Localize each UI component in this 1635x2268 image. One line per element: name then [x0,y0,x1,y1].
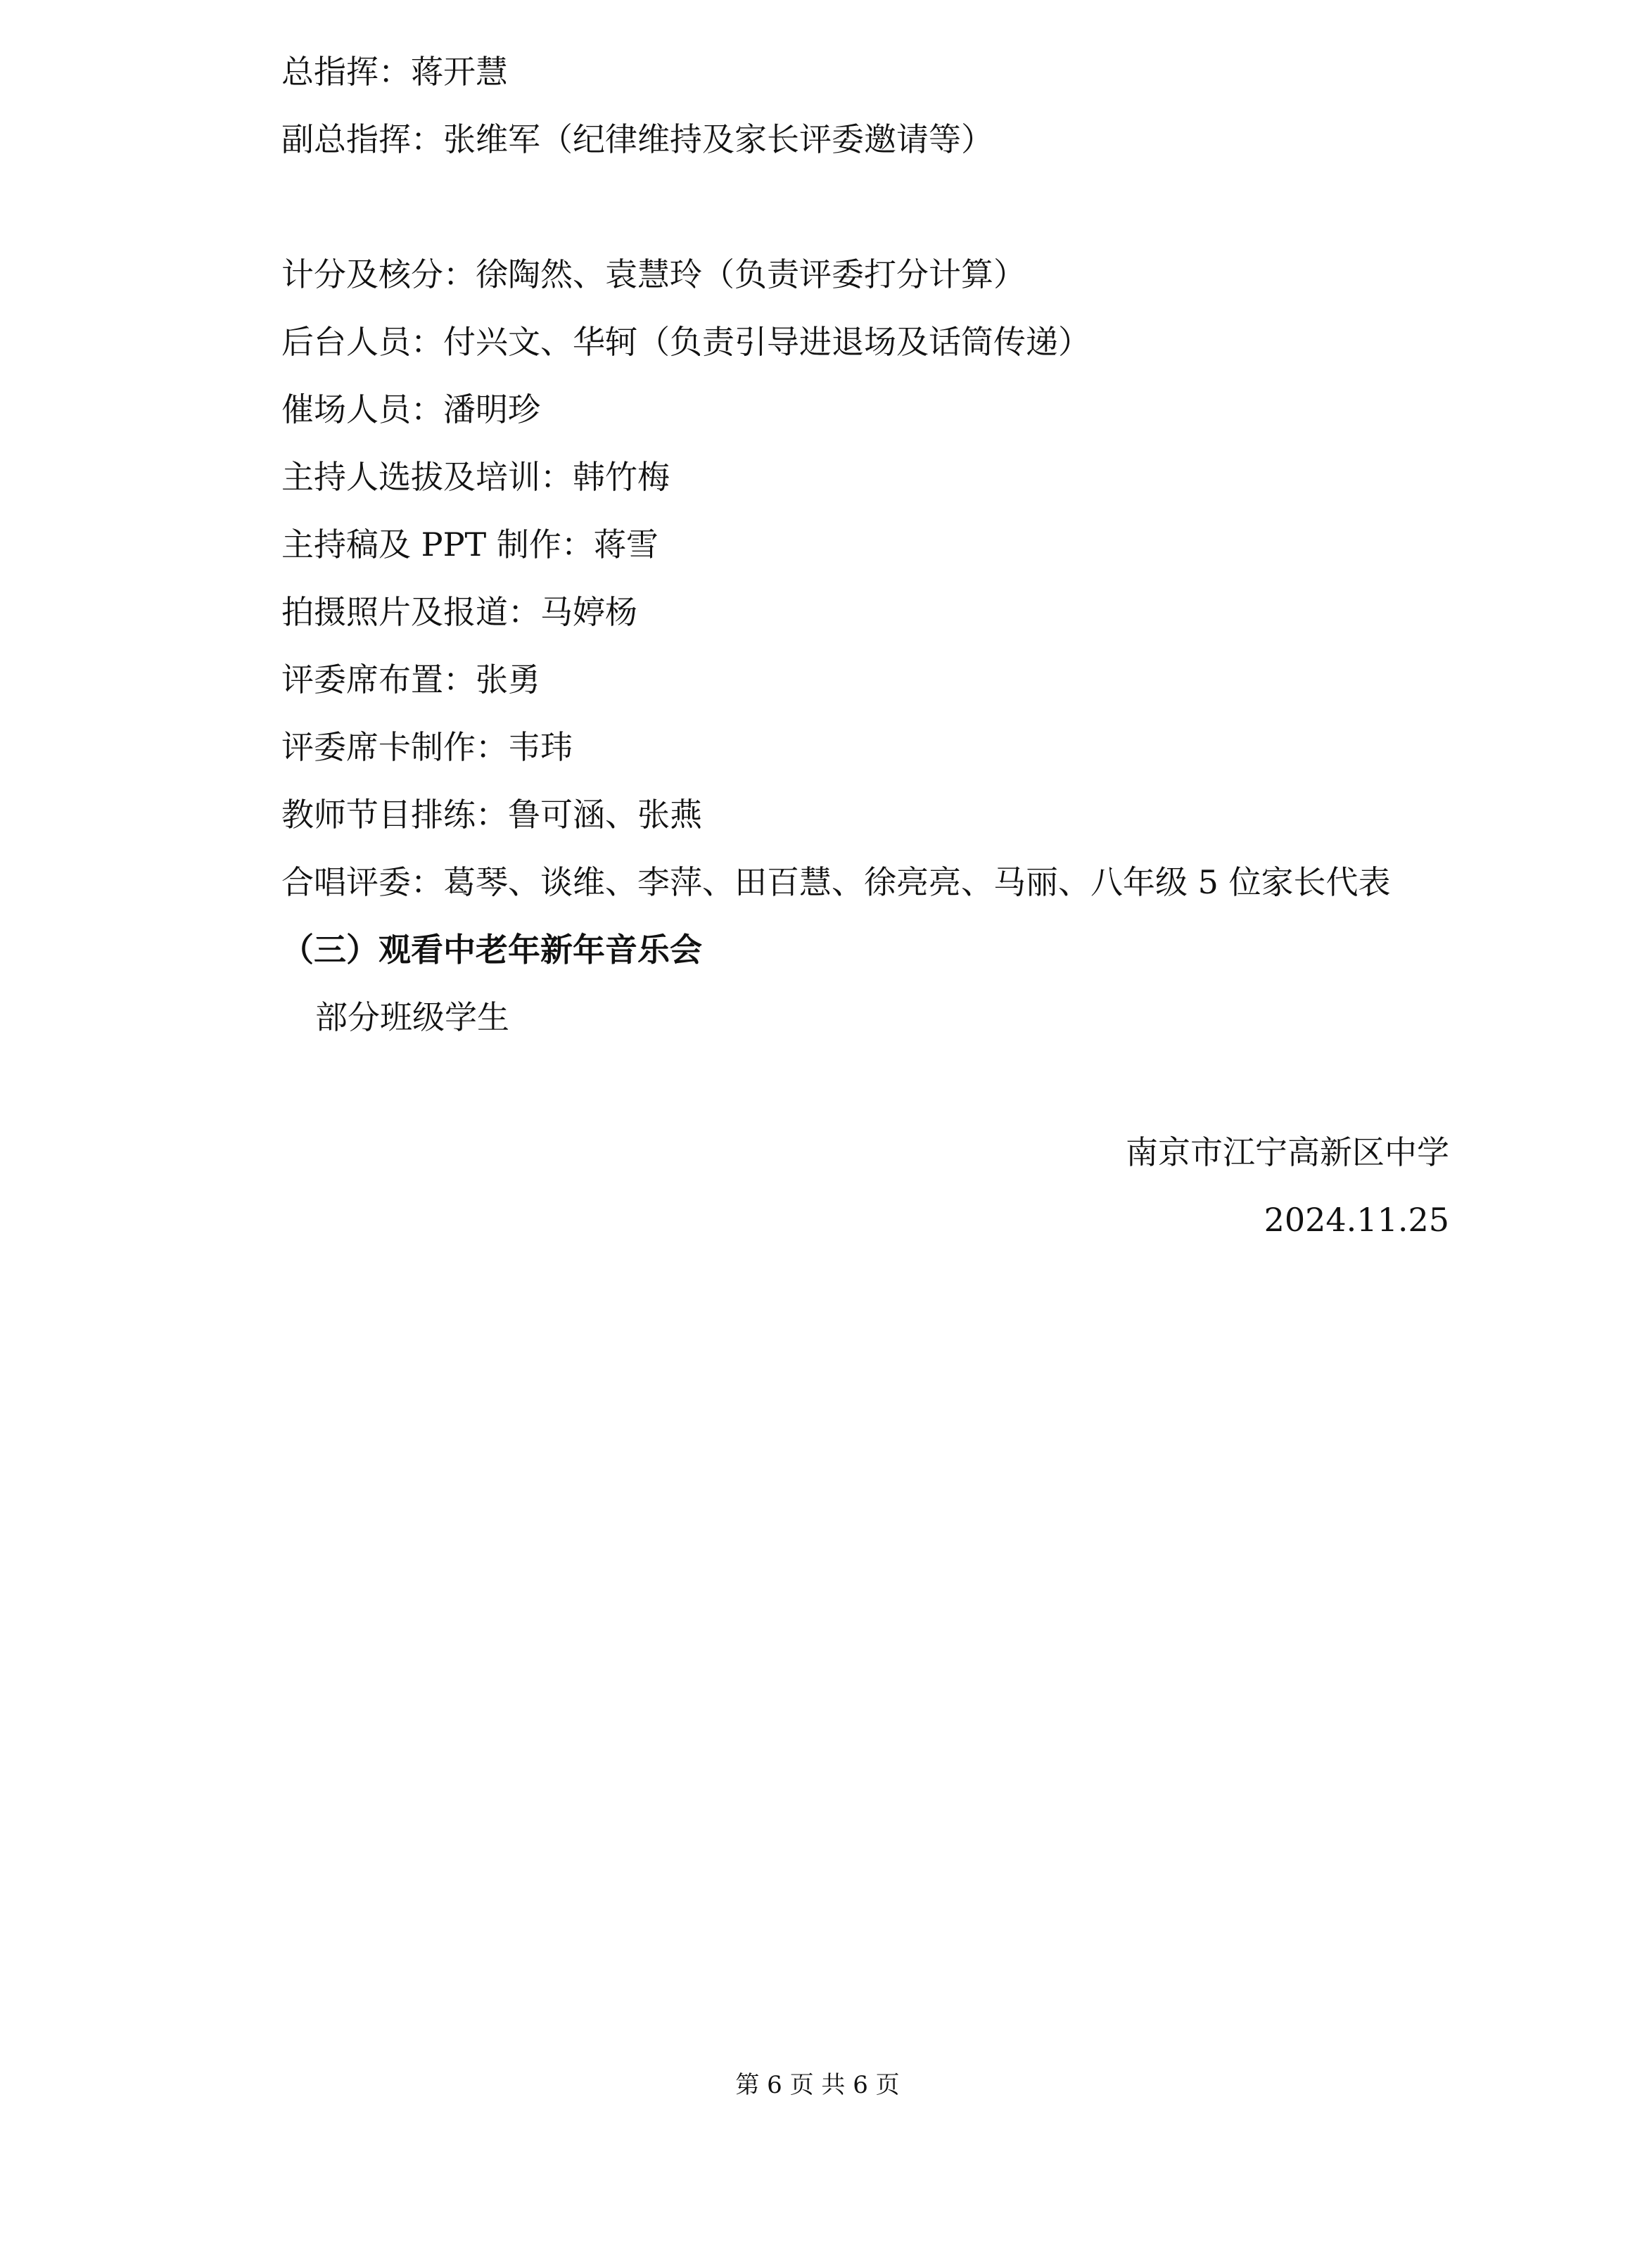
choir-judges-line: 合唱评委：葛琴、谈维、李萍、田百慧、徐亮亮、马丽、八年级 5 位家长代表 [281,863,1391,901]
judge-card-line: 评委席卡制作：韦玮 [281,728,573,766]
host-training-line: 主持人选拔及培训：韩竹梅 [281,458,670,496]
deputy-director-line: 副总指挥：张维军（纪律维持及家长评委邀请等） [281,120,993,158]
signature-date: 2024.11.25 [1264,1201,1449,1239]
stage-call-line: 催场人员：潘明珍 [281,390,540,428]
signature-org: 南京市江宁高新区中学 [1126,1133,1449,1171]
script-ppt-line: 主持稿及 PPT 制作：蒋雪 [281,525,659,563]
judge-seat-setup-line: 评委席布置：张勇 [281,661,540,699]
backstage-line: 后台人员：付兴文、华轲（负责引导进退场及话筒传递） [281,323,1090,361]
scoring-line: 计分及核分：徐陶然、袁慧玲（负责评委打分计算） [281,255,1026,293]
section-heading: （三）观看中老年新年音乐会 [281,931,702,969]
teacher-rehearsal-line: 教师节目排练：鲁可涵、张燕 [281,796,702,834]
page-footer: 第 6 页 共 6 页 [735,2071,900,2099]
photo-report-line: 拍摄照片及报道：马婷杨 [281,593,637,631]
section-body: 部分班级学生 [315,998,509,1036]
chief-director-line: 总指挥：蒋开慧 [281,53,508,91]
